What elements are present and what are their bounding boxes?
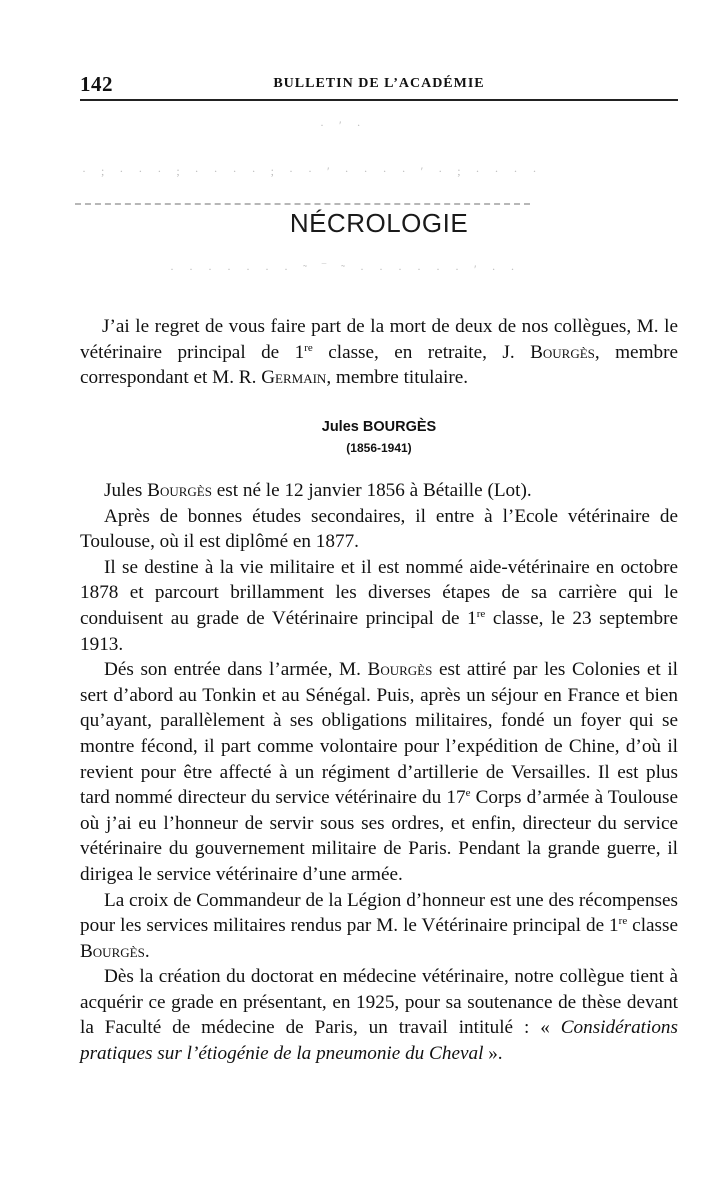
paragraph: Après de bonnes études secondaires, il entre à l’Ecole vétérinaire de Toulouse, où il est diplômé en 1877. <box>80 505 678 553</box>
paragraph: Jules Bourgès est né le 12 janvier 1856 à Bétaille (Lot). <box>104 480 532 501</box>
print-speckle: · ′ · <box>320 118 367 132</box>
surname: Bourgès <box>80 940 145 962</box>
surname: Bourgès <box>530 341 595 363</box>
thesis-title: Considérations pratiques sur l’étiogénie de la pneumonie du Cheval <box>80 1017 678 1065</box>
paragraph: Dés son entrée dans l’armée, M. Bourgès est attiré par les Colonies et il sert d’abord au Tonkin et au Sénégal. Puis, après un séjour en France et bien qu’ayant, parallèlement à ses obligations militaires, fondé un foyer qui se montre fécond, il part comme volontaire pour l’expédition de Chine, d’où il revient pour être affecté à un régiment d’artillerie de Versailles. Il est plus tard nommé directeur du service vétérinaire du 17e Corps d’armée à Toulouse où j’ai eu l’honneur de servir sous ses ordres, et enfin, directeur du service vétérinaire du gouvernement militaire de Paris. Pendant la grande guerre, il dirigea le service vétérinaire d’une armée. <box>80 659 678 885</box>
running-title: BULLETIN DE L’ACADÉMIE <box>273 76 485 91</box>
paragraph: La croix de Commandeur de la Légion d’honneur est une des récompenses pour les services militaires rendus par M. le Vétérinaire principal de 1re classe Bourgès. <box>80 889 678 962</box>
surname: Bourgès <box>147 480 212 501</box>
surname: Bourgès <box>367 659 433 681</box>
print-speckle: · · · · · · · ˜ ‾ ˜ · · · · · · ′ · · <box>170 262 521 276</box>
intro-text: J’ai le regret de vous faire part de la mort de deux de nos collègues, M. le vétérinaire principal de 1 <box>80 316 678 363</box>
print-speckle: · ; · · · ; · · · · ; · · ′ · · · · ′ · ; · · · · <box>82 164 543 178</box>
intro-text: , membre correspondant et M. R. <box>80 341 678 389</box>
intro-text: , membre titulaire. <box>326 367 469 389</box>
header-rule <box>80 99 678 101</box>
intro-paragraph <box>80 314 678 391</box>
section-title: NÉCROLOGIE <box>289 208 469 238</box>
obituary-heading <box>80 419 678 435</box>
bleed-through-rule <box>75 203 530 205</box>
intro-text: classe, en retraite, J. <box>312 341 531 363</box>
paragraph: Dès la création du doctorat en médecine vétérinaire, notre collègue tient à acquérir ce grade en présentant, en 1925, pour sa soutenance de thèse devant la Faculté de médecine de Paris, un travail intitulé : « Considérations pratiques sur l’étiogénie de la pneumonie du Cheval ». <box>80 966 678 1065</box>
obituary-last-name: BOURGÈS <box>362 419 437 435</box>
obituary-first-name: Jules <box>321 419 359 435</box>
ordinal-superscript: re <box>476 607 486 620</box>
ordinal-superscript: re <box>618 915 628 928</box>
paragraph: Il se destine à la vie militaire et il est nommé aide-vétérinaire en octobre 1878 et parcourt brillamment les diverses étapes de sa carrière qui le conduisent au grade de Vétérinaire principal de 1re classe, le 23 septembre 1913. <box>80 556 678 655</box>
surname: Germain <box>261 367 327 389</box>
ordinal-superscript: e <box>465 787 471 800</box>
obituary-dates: (1856-1941) <box>346 441 412 455</box>
ordinal-superscript: re <box>304 341 313 354</box>
page-number: 142 <box>80 72 113 96</box>
obituary-body <box>80 478 678 1067</box>
page-header <box>80 68 678 98</box>
